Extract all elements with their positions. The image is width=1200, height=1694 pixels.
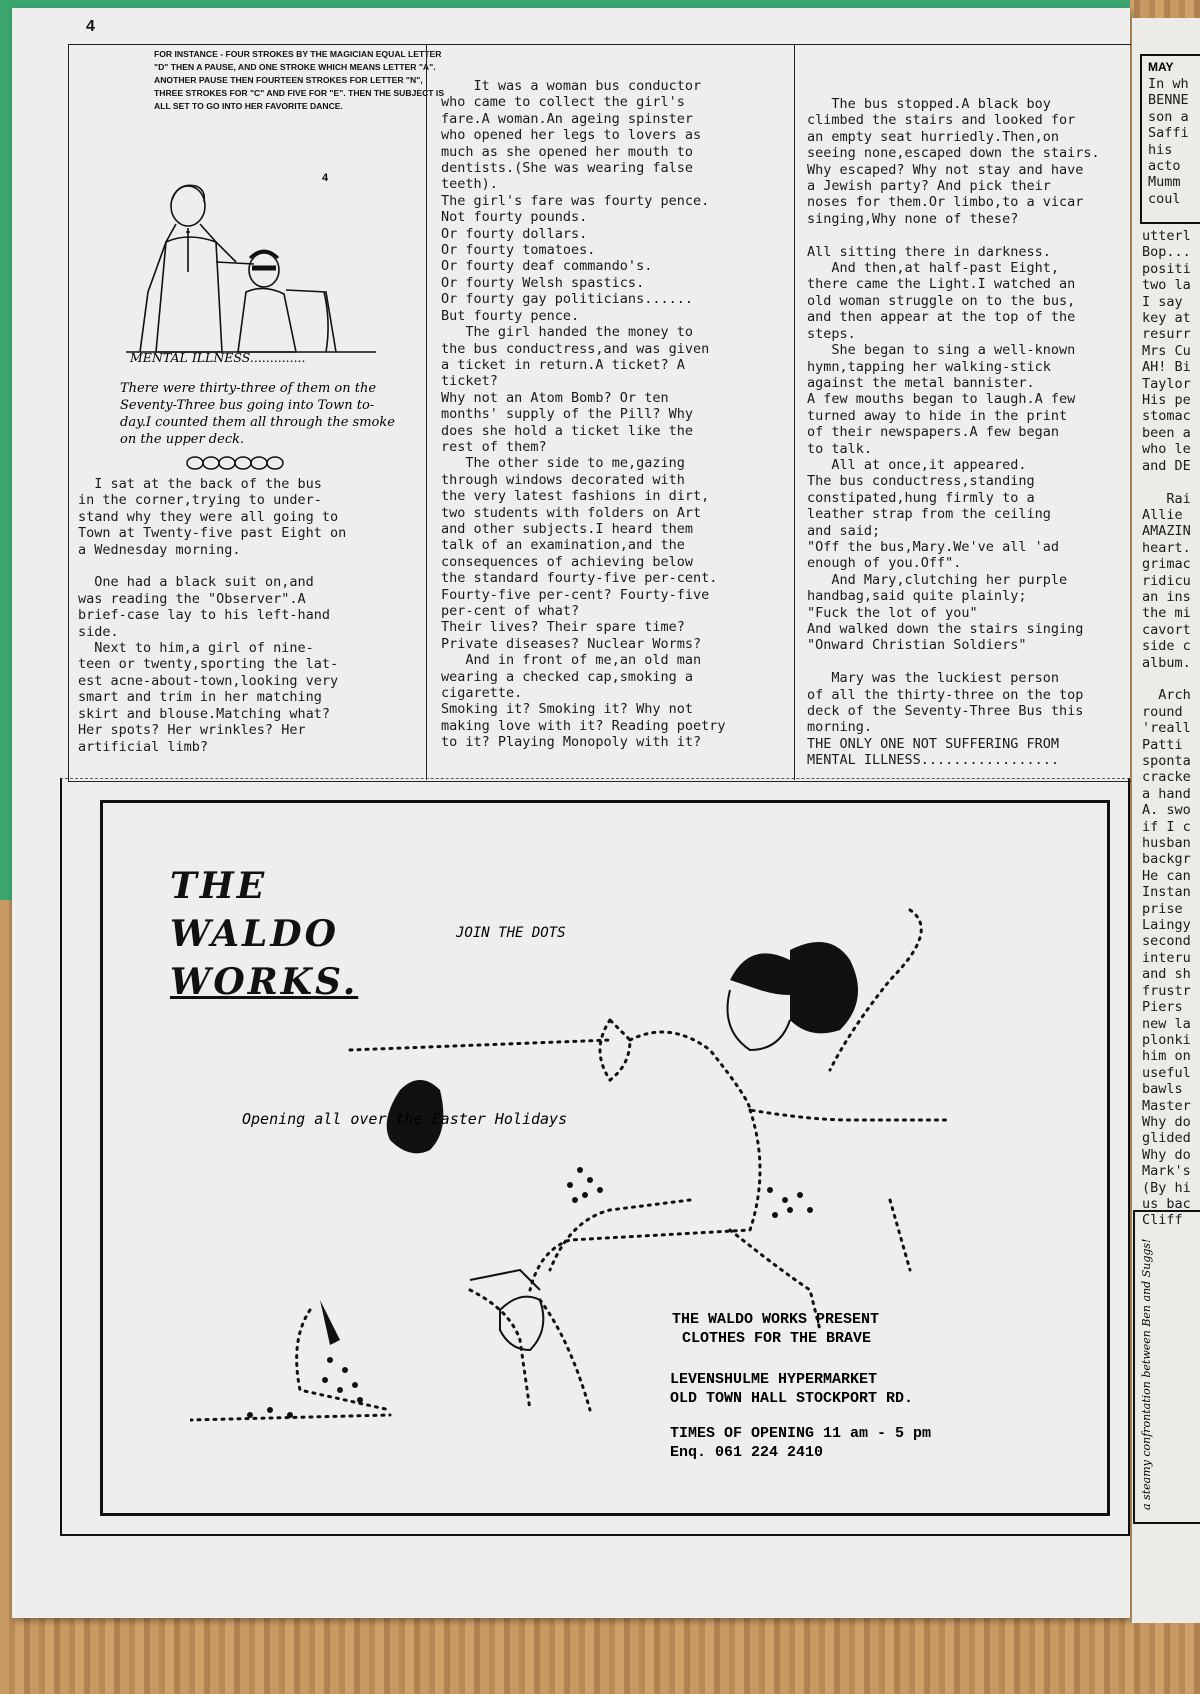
presents-text: [672, 1310, 879, 1348]
mental-illness-caption: MENTAL ILLNESS..............: [130, 350, 306, 365]
page-number: 4: [86, 18, 95, 35]
right-page-box: [1140, 54, 1200, 224]
magician-illustration: [126, 172, 376, 404]
magician-caption: FOR INSTANCE - FOUR STROKES BY THE MAGICIAN EQUAL LETTER "D" THEN A PAUSE, AND ONE STROKE WHICH MEANS LETTER "A". ANOTHER PAUSE THEN FOURTEEN STROKES FOR LETTER "N", THREE STROKES FOR "C" AND FIVE FOR "E". THEN THE SUBJECT IS ALL SET TO GO INTO HER FAVORITE DANCE.: [154, 49, 445, 111]
column-3-body: The bus stopped.A black boy climbed the stairs and looked for an empty seat hurriedly.Then,on seeing none,escaped down the stairs. Why escaped? Why not stay and have a Jewish party? And pick their noses for them.Or limbo,to a vicar singing,Why none of these? All sitting there in darkness. And then,at half-past Eight, there came the Light.I watched an old woman struggle on to the bus, and then appear at the top of the steps. She began to sing a well-known hymn,tapping her walking-stick against the metal bannister. A few mouths began to laugh.A few turned away to hide in the print of their newspapers.A few began to talk. All at once,it appeared. The bus conductress,standing constipated,hung firmly to a leather strap from the ceiling and said; "Off the bus,Mary.We've all 'ad enough of you.Off". And Mary,clutching her purple handbag,said quite plainly; "Fuck the lot of you" And walked down the stairs singing "Onward Christian Soldiers" Mary was the luckiest person of all the thirty-three on the top deck of the Seventy-Three Bus this morning. THE ONLY ONE NOT SUFFERING FROM MENTAL ILLNESS.................: [807, 96, 1100, 769]
right-illustration-caption: a steamy confrontation between Ben and Suggs!: [1140, 1238, 1153, 1510]
intro-paragraph: There were thirty-three of them on the Seventy-Three bus going into Town to-day.I counted them all through the smoke on the upper deck.: [120, 381, 395, 447]
column-1: [68, 44, 445, 780]
ornament-divider: [185, 454, 285, 472]
waldo-works-logo: [170, 862, 410, 1006]
presents-line-2: CLOTHES FOR THE BRAVE: [682, 1330, 872, 1347]
figure-number: 4: [322, 172, 329, 184]
address-line-2: OLD TOWN HALL STOCKPORT RD.: [670, 1390, 914, 1407]
column-2: [426, 44, 795, 780]
right-box-title: MAY: [1148, 60, 1174, 74]
address-line-1: LEVENSHULME HYPERMARKET: [670, 1371, 878, 1388]
right-page-text: utterl Bop... positi two la I say key at resurr Mrs Cu AH! Bi Taylor His pe stomac been a who le and DE Rai Allie AMAZIN heart. grimac ridicu an ins the mi cavort side c album. Arch round 'reall Patti sponta cracke a hand A. swo if I c husban backgr He can Instan prise Laingy second interu and sh frustr Piers new la plonki him on useful bawls Master Why do glided Why do Mark's (By hi us bac Cliff: [1142, 228, 1191, 1229]
column-1-body: I sat at the back of the bus in the corner,trying to under- stand why they were all going to Town at Twenty-five past Eight on a Wednesday morning. One had a black suit on,and was reading the "Observer".A brief-case lay to his left-hand side. Next to him,a girl of nine- teen or twenty,sporting the lat- est acne-about-town,looking very smart and trim in her matching skirt and blouse.Matching what? Her spots? Her wrinkles? Her artificial limb?: [78, 476, 347, 755]
address-text: [670, 1370, 913, 1408]
times-line-1: TIMES OF OPENING 11 am - 5 pm: [670, 1425, 932, 1442]
opening-holidays-text: Opening all over the Easter Holidays: [242, 1110, 568, 1128]
column-2-body: It was a woman bus conductor who came to collect the girl's fare.A woman.An ageing spinster who opened her legs to lovers as much as she opened her mouth to dentists.(She was wearing false teeth). The girl's fare was fourty pence. Not fourty pounds. Or fourty dollars. Or fourty tomatoes. Or fourty deaf commando's. Or fourty Welsh spastics. Or fourty gay politicians...... But fourty pence. The girl handed the money to the bus conductress,and was given a ticket in return.A ticket? A ticket? Why not an Atom Bomb? Or ten months' supply of the Pill? Why does she hold a ticket like the rest of them? The other side to me,gazing through windows decorated with the very latest fashions in dirt, two students with folders on Art and other subjects.I heard them talk of an examination,and the consequences of achieving below the standard fourty-five per-cent. Fourty-five per-cent? Fourty-five per-cent of what? Their lives? Their spare time? Private diseases? Nuclear Worms? And in front of me,an old man wearing a checked cap,smoking a cigarette. Smoking it? Smoking it? Why not making love with it? Reading poetry to it? Playing Monopoly with it?: [441, 78, 726, 751]
logo-line-2: WALDO: [170, 913, 339, 955]
presents-line-1: THE WALDO WORKS PRESENT: [672, 1311, 880, 1328]
times-line-2: Enq. 061 224 2410: [670, 1444, 824, 1461]
logo-line-3: WORKS.: [170, 961, 359, 1003]
join-the-dots-label: JOIN THE DOTS: [456, 925, 566, 941]
column-3: [794, 44, 1131, 780]
logo-line-1: THE: [170, 865, 268, 907]
right-box-text: In wh BENNE son a Saffi his acto Mumm coul: [1148, 76, 1189, 207]
opening-times-text: [670, 1424, 931, 1462]
